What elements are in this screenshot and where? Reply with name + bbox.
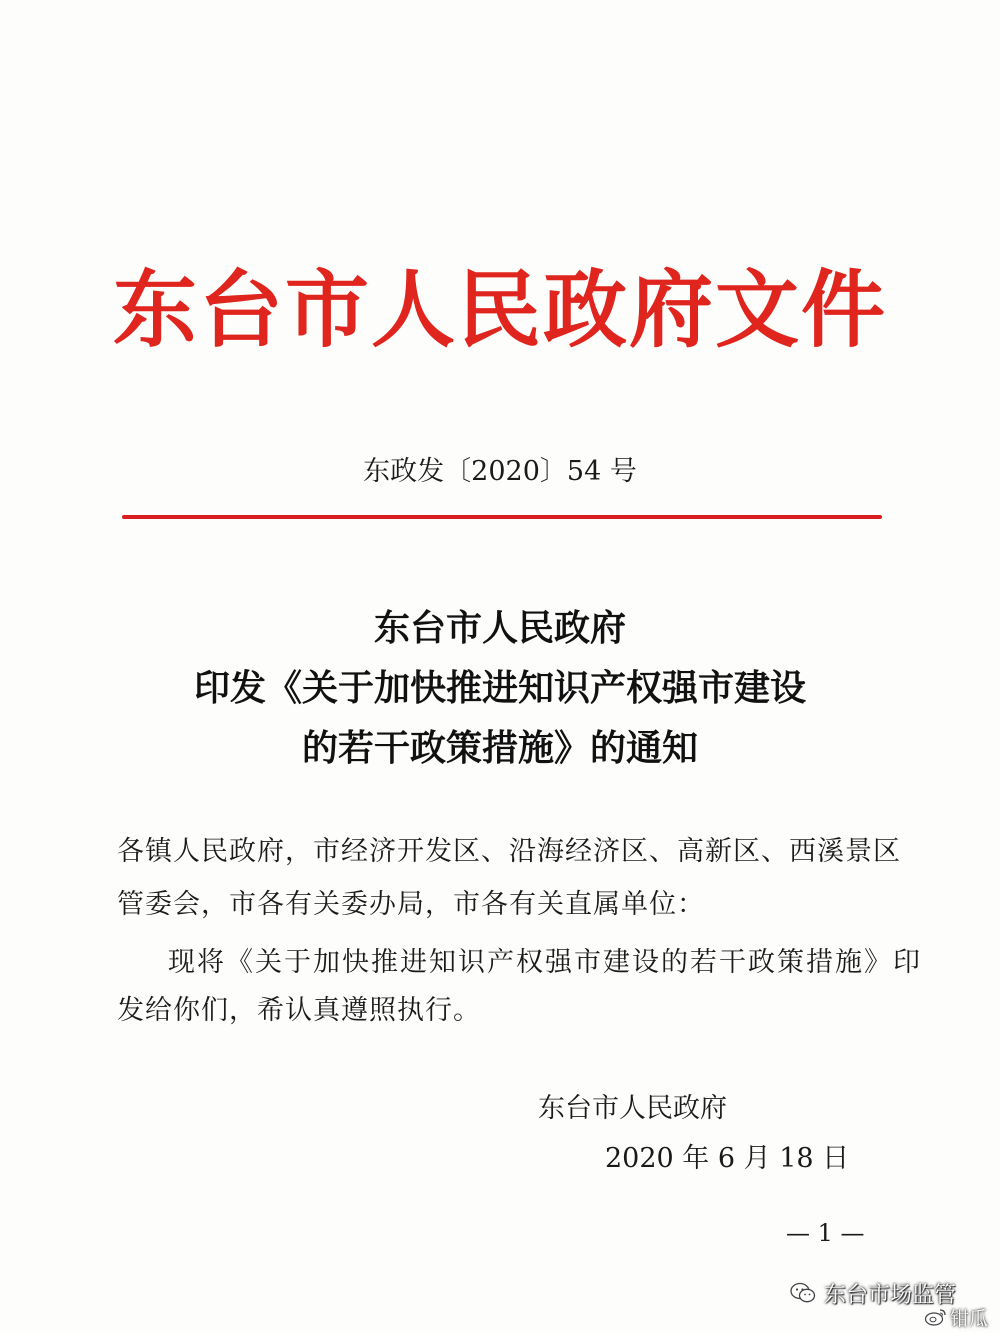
document-header-title: 东台市人民政府文件 [112, 260, 887, 359]
wechat-icon [790, 1282, 816, 1304]
red-divider-rule [122, 515, 882, 519]
watermark-text: 东台市场监管 [824, 1282, 957, 1308]
notice-title-line-3: 的若干政策措施》的通知 [301, 727, 698, 769]
notice-title-line-2: 印发《关于加快推进知识产权强市建设 [193, 667, 806, 709]
body-paragraph-line-2: 发给你们，希认真遵照执行。 [117, 995, 481, 1026]
recipients-line-2: 管委会，市各有关委办局，市各有关直属单位： [117, 889, 705, 920]
issuer-signature: 东台市人民政府 [538, 1093, 727, 1124]
corner-text: 钳瓜 [950, 1307, 989, 1330]
document-number: 东政发〔2020〕54 号 [363, 456, 637, 487]
issue-date: 2020 年 6 月 18 日 [605, 1143, 850, 1174]
weibo-icon [924, 1307, 948, 1327]
page-number: — 1 — [786, 1219, 865, 1247]
body-paragraph-line-1: 现将《关于加快推进知识产权强市建设的若干政策措施》印 [168, 947, 922, 978]
corner-watermark [924, 1303, 988, 1331]
recipients-line-1: 各镇人民政府，市经济开发区、沿海经济区、高新区、西溪景区 [117, 836, 901, 867]
notice-title-line-1: 东台市人民政府 [373, 607, 626, 649]
